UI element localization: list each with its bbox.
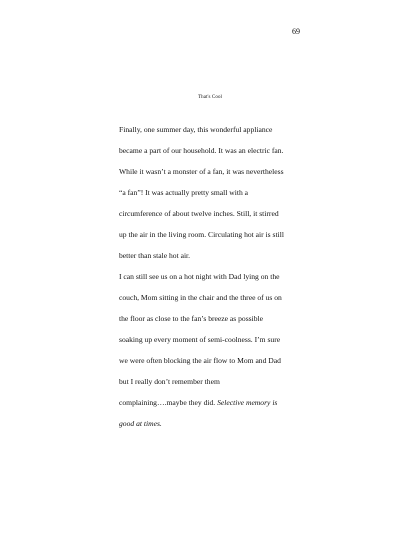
body-line: the floor as close to the fan’s breeze as possible	[119, 314, 264, 323]
body-line: couch, Mom sitting in the chair and the three of us on	[119, 293, 282, 302]
body-line: became a part of our household. It was an electric fan.	[119, 146, 284, 155]
body-line: soaking up every moment of semi-coolness. I’m sure	[119, 335, 281, 344]
body-line: we were often blocking the air flow to Mom and Dad	[119, 356, 281, 365]
body-line: circumference of about twelve inches. Still, it stirred	[119, 209, 279, 218]
body-line-italic-segment: Selective memory is	[217, 398, 278, 407]
body-line: Finally, one summer day, this wonderful appliance	[119, 125, 273, 134]
body-line-italic-segment: good at times.	[119, 419, 162, 428]
body-line-italic	[119, 413, 319, 434]
page-number: 69	[292, 27, 300, 36]
body-line-mixed	[119, 392, 319, 413]
running-head: That's Cool	[197, 95, 223, 100]
body-line: up the air in the living room. Circulating hot air is still	[119, 230, 284, 239]
body-text	[119, 119, 319, 434]
body-line-plain-segment: complaining….maybe they did.	[119, 398, 218, 407]
body-line: “a fan”! It was actually pretty small with a	[119, 188, 249, 197]
body-line: I can still see us on a hot night with Dad lying on the	[119, 272, 280, 281]
body-line: but I really don’t remember them	[119, 377, 220, 386]
body-line: better than stale hot air.	[119, 251, 191, 260]
body-line: While it wasn’t a monster of a fan, it was nevertheless	[119, 167, 284, 176]
